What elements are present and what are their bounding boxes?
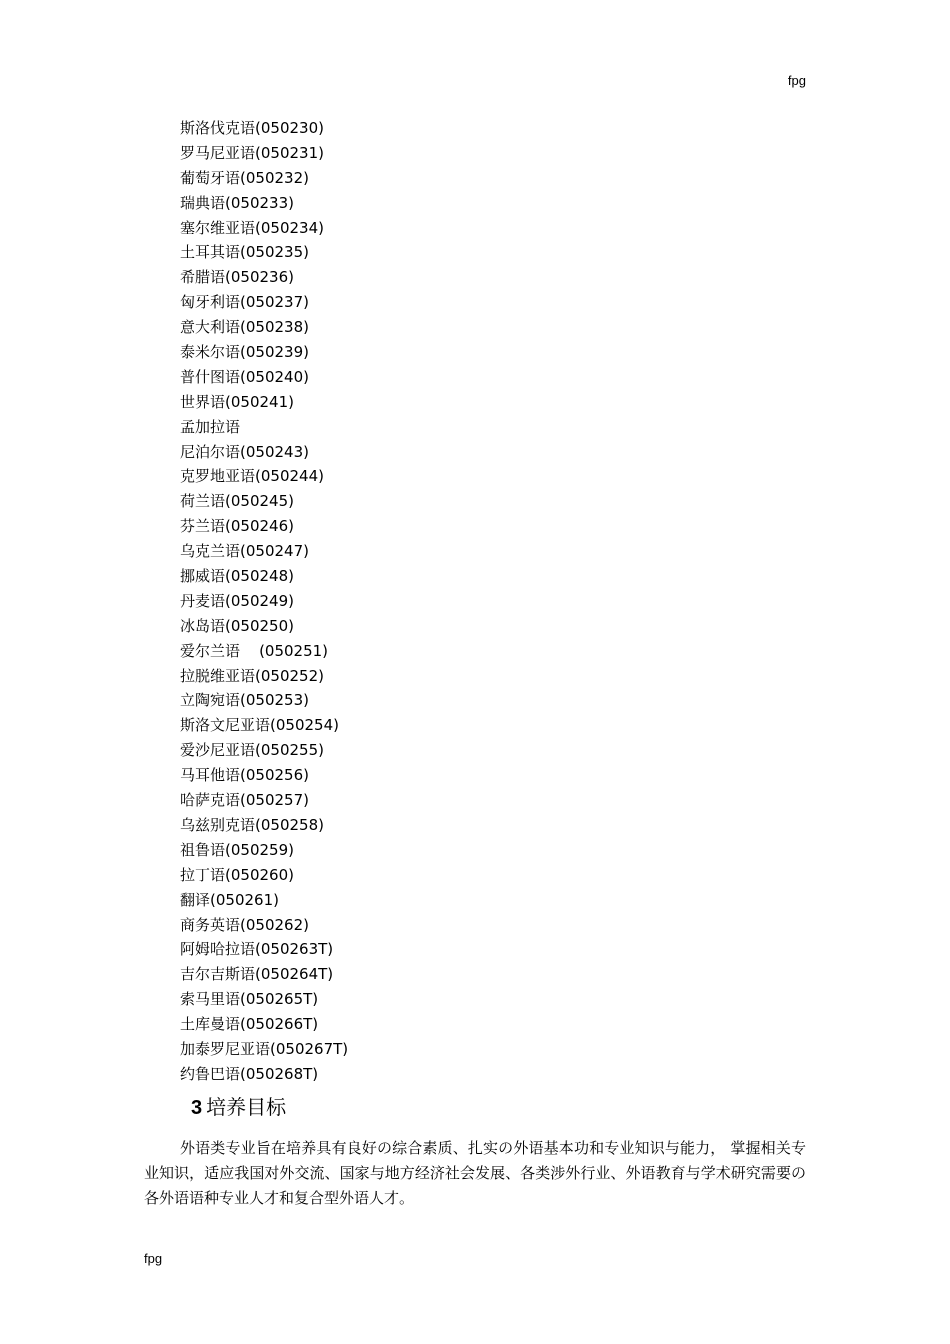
major-item: 尼泊尔语(050243) [180, 442, 309, 461]
major-item: 世界语(050241) [180, 392, 294, 411]
major-item: 斯洛伐克语(050230) [180, 119, 324, 137]
major-item: 冰岛语(050250) [180, 616, 294, 635]
major-item: 约鲁巴语(050268T) [180, 1064, 319, 1083]
major-item: 匈牙利语(050237) [180, 293, 309, 312]
major-item: 拉丁语(050260) [180, 865, 294, 884]
section-number: 3 [191, 1097, 203, 1119]
major-item: 加泰罗尼亚语(050267T) [180, 1039, 349, 1058]
major-item: 索马里语(050265T) [180, 990, 319, 1009]
major-item: 芬兰语(050246) [180, 517, 294, 536]
major-item: 普什图语(050240) [180, 367, 309, 386]
major-item: 挪威语(050248) [180, 567, 294, 586]
major-item: 希腊语(050236) [180, 268, 294, 287]
section-title: 培养目标 [206, 1095, 287, 1119]
major-item: 孟加拉语 [180, 417, 241, 436]
major-item: 瑞典语(050233) [180, 193, 294, 212]
major-item: 塞尔维亚语(050234) [180, 218, 324, 237]
major-item: 土库曼语(050266T) [180, 1015, 319, 1034]
major-item: 拉脱维亚语(050252) [180, 666, 324, 685]
major-list [180, 116, 348, 1087]
major-item: 克罗地亚语(050244) [180, 467, 324, 486]
page-header: fpg [787, 73, 806, 88]
section-heading [191, 1092, 286, 1123]
major-item: 爱尔兰语 (050251) [180, 641, 329, 660]
major-item: 哈萨克语(050257) [180, 791, 309, 810]
major-item: 泰米尔语(050239) [180, 343, 309, 362]
major-item: 荷兰语(050245) [180, 492, 294, 511]
major-item: 乌兹别克语(050258) [180, 815, 324, 834]
section-paragraph: 外语类专业旨在培养具有良好の综合素质、扎实の外语基本功和专业知识与能力， 掌握相关专业知识，适应我国对外交流、国家与地方经济社会发展、各类涉外行业、外语教育与学术研究需要の各外语语种专业人才和复合型外语人才。 [144, 1139, 806, 1207]
major-item: 葡萄牙语(050232) [180, 168, 309, 187]
major-item: 翻译(050261) [180, 890, 279, 909]
major-item: 祖鲁语(050259) [180, 840, 294, 859]
major-item: 丹麦语(050249) [180, 591, 294, 610]
major-item: 罗马尼亚语(050231) [180, 143, 324, 162]
page-footer: fpg [144, 1251, 163, 1266]
major-item: 乌克兰语(050247) [180, 542, 309, 561]
major-item: 意大利语(050238) [180, 318, 309, 337]
major-item: 马耳他语(050256) [180, 766, 309, 785]
major-item: 吉尔吉斯语(050264T) [180, 965, 334, 984]
major-item: 斯洛文尼亚语(050254) [180, 716, 339, 735]
major-item: 立陶宛语(050253) [180, 691, 309, 710]
major-item: 土耳其语(050235) [180, 243, 309, 262]
major-item: 商务英语(050262) [180, 915, 309, 934]
major-item: 爱沙尼亚语(050255) [180, 741, 324, 760]
major-item: 阿姆哈拉语(050263T) [180, 940, 334, 959]
